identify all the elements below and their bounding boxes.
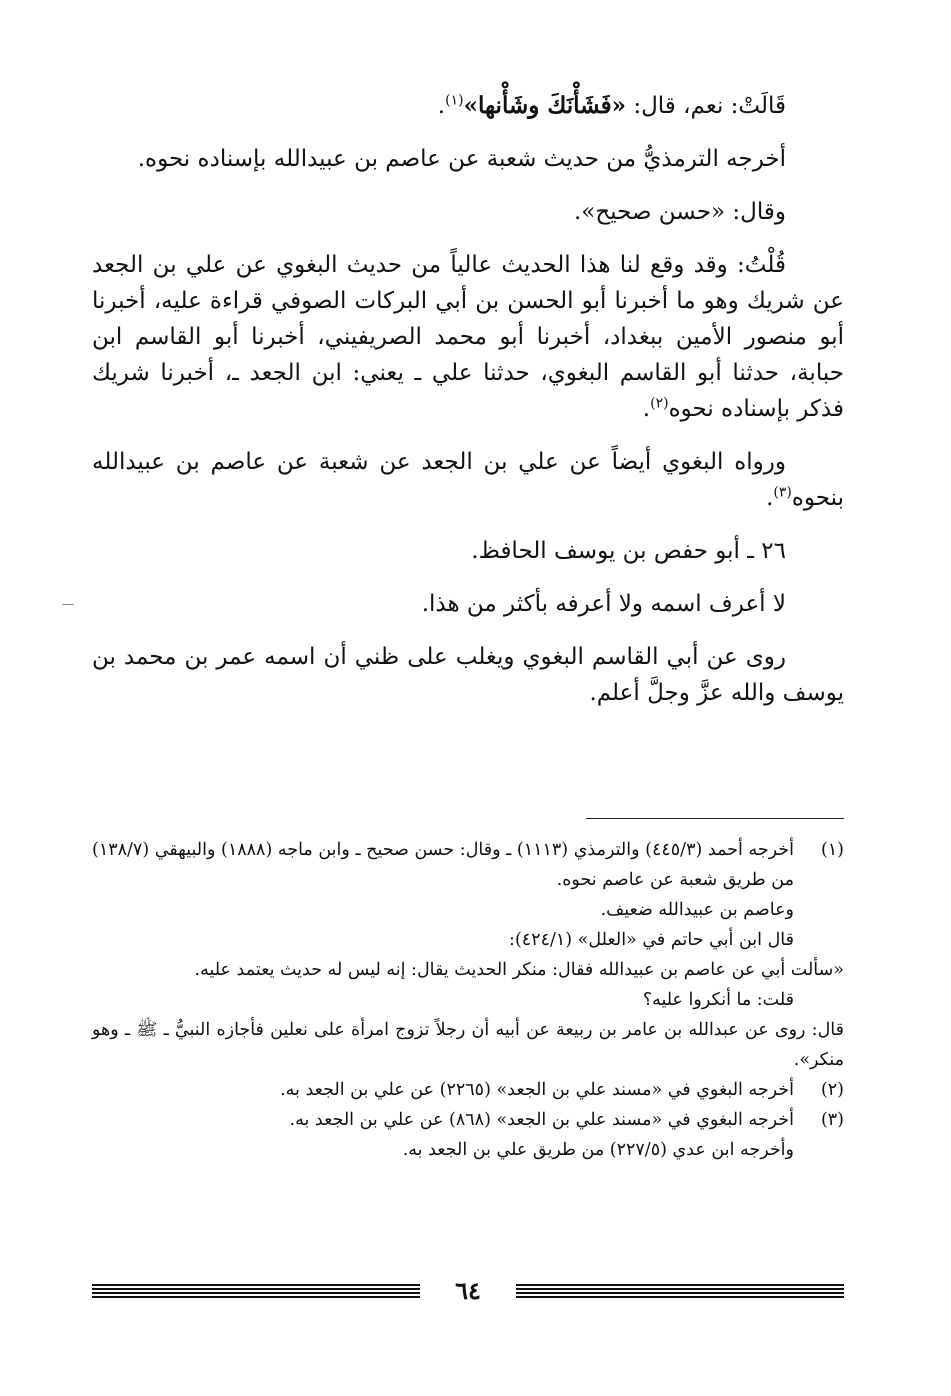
- footnote-line: قال ابن أبي حاتم في «العلل» (٤٢٤/١):: [509, 930, 794, 950]
- footnote-1: [92, 835, 844, 955]
- footnote-line: أخرجه البغوي في «مسند علي بن الجعد» (٢٢٦٥) عن علي بن الجعد به.: [280, 1080, 794, 1100]
- p5-end: .: [766, 485, 774, 511]
- footnote-3: [92, 1105, 844, 1165]
- footnote-line: أخرجه أحمد (٤٤٥/٣) والترمذي (١١١٣) ـ وقال: حسن صحيح ـ وابن ماجه (١٨٨٨) والبيهقي (١٣٨/٧) من طريق شعبة عن عاصم نحوه.: [92, 840, 794, 890]
- margin-mark: [62, 604, 74, 605]
- paragraph-5: [92, 444, 844, 516]
- p1-text: قَالَتْ: نعم، قال:: [626, 93, 786, 119]
- footnote-line: وأخرجه ابن عدي (٢٢٧/٥) من طريق علي بن الجعد به.: [402, 1140, 794, 1160]
- footnote-1-question: قلت: ما أنكروا عليه؟: [642, 990, 794, 1010]
- footnote-ref-2[interactable]: (٢): [650, 395, 669, 412]
- page-footer: [92, 1276, 844, 1306]
- footnote-line: وعاصم بن عبيدالله ضعيف.: [600, 900, 794, 920]
- book-page: [92, 0, 844, 1396]
- footnote-ref-3[interactable]: (٣): [773, 484, 792, 501]
- footnote-2: [92, 1075, 844, 1105]
- paragraph-7: لا أعرف اسمه ولا أعرفه بأكثر من هذا.: [421, 591, 786, 617]
- footnote-line: أخرجه البغوي في «مسند علي بن الجعد» (٨٦٨) عن علي بن الجعد به.: [289, 1110, 794, 1130]
- footnote-ref-1[interactable]: (١): [445, 92, 464, 109]
- footnote-1-quote: «سألت أبي عن عاصم بن عبيدالله فقال: منكر الحديث يقال: إنه ليس له حديث يعتمد عليه.: [194, 960, 844, 980]
- entry-heading-26: ٢٦ ـ أبو حفص بن يوسف الحافظ.: [471, 538, 786, 564]
- footnote-number: (٣): [820, 1110, 844, 1130]
- p4-end: .: [642, 396, 651, 422]
- footnote-number: (١): [820, 840, 844, 860]
- paragraph-4: [92, 247, 844, 427]
- footnote-separator: [586, 818, 844, 819]
- footnote-number: (٢): [820, 1080, 844, 1100]
- paragraph-2: أخرجه الترمذيُّ من حديث شعبة عن عاصم بن عبيدالله بإسناده نحوه.: [137, 146, 786, 172]
- footnote-1-answer: قال: روى عن عبدالله بن عامر بن ربيعة عن أبيه أن رجلاً تزوج امرأة على نعلين فأجازه النبيُّ ـ ﷺ ـ وهو منكر».: [92, 1020, 844, 1070]
- page-number: ٦٤: [455, 1276, 481, 1305]
- main-text: [92, 88, 844, 728]
- paragraph-3: وقال: «حسن صحيح».: [573, 199, 786, 225]
- footer-ornament-left: [92, 1284, 420, 1298]
- p5-text: ورواه البغوي أيضاً عن علي بن الجعد عن شعبة عن عاصم بن عبيدالله بنحوه: [92, 449, 844, 511]
- p1-end: .: [437, 93, 446, 119]
- footnotes: [92, 835, 844, 1165]
- paragraph-8: روى عن أبي القاسم البغوي ويغلب على ظني أن اسمه عمر بن محمد بن يوسف والله عزَّ وجلَّ أعلم.: [92, 644, 844, 706]
- p1-quote: «فَشَأْنَكَ وشَأْنها»: [463, 92, 627, 119]
- paragraph-1: [92, 88, 844, 124]
- p4-text: قُلْتُ: وقد وقع لنا هذا الحديث عالياً من حديث البغوي عن علي بن الجعد عن شريك وهو ما أخبرنا أبو الحسن بن أبي البركات الصوفي قراءة عليه، أخبرنا أبو منصور الأمين ببغداد، أخبرنا أبو محمد الصريفيني، أخبرنا أبو القاسم ابن حبابة، حدثنا أبو القاسم البغوي، حدثنا علي ـ يعني: ابن الجعد ـ، أخبرنا شريك فذكر بإسناده نحوه: [92, 252, 844, 422]
